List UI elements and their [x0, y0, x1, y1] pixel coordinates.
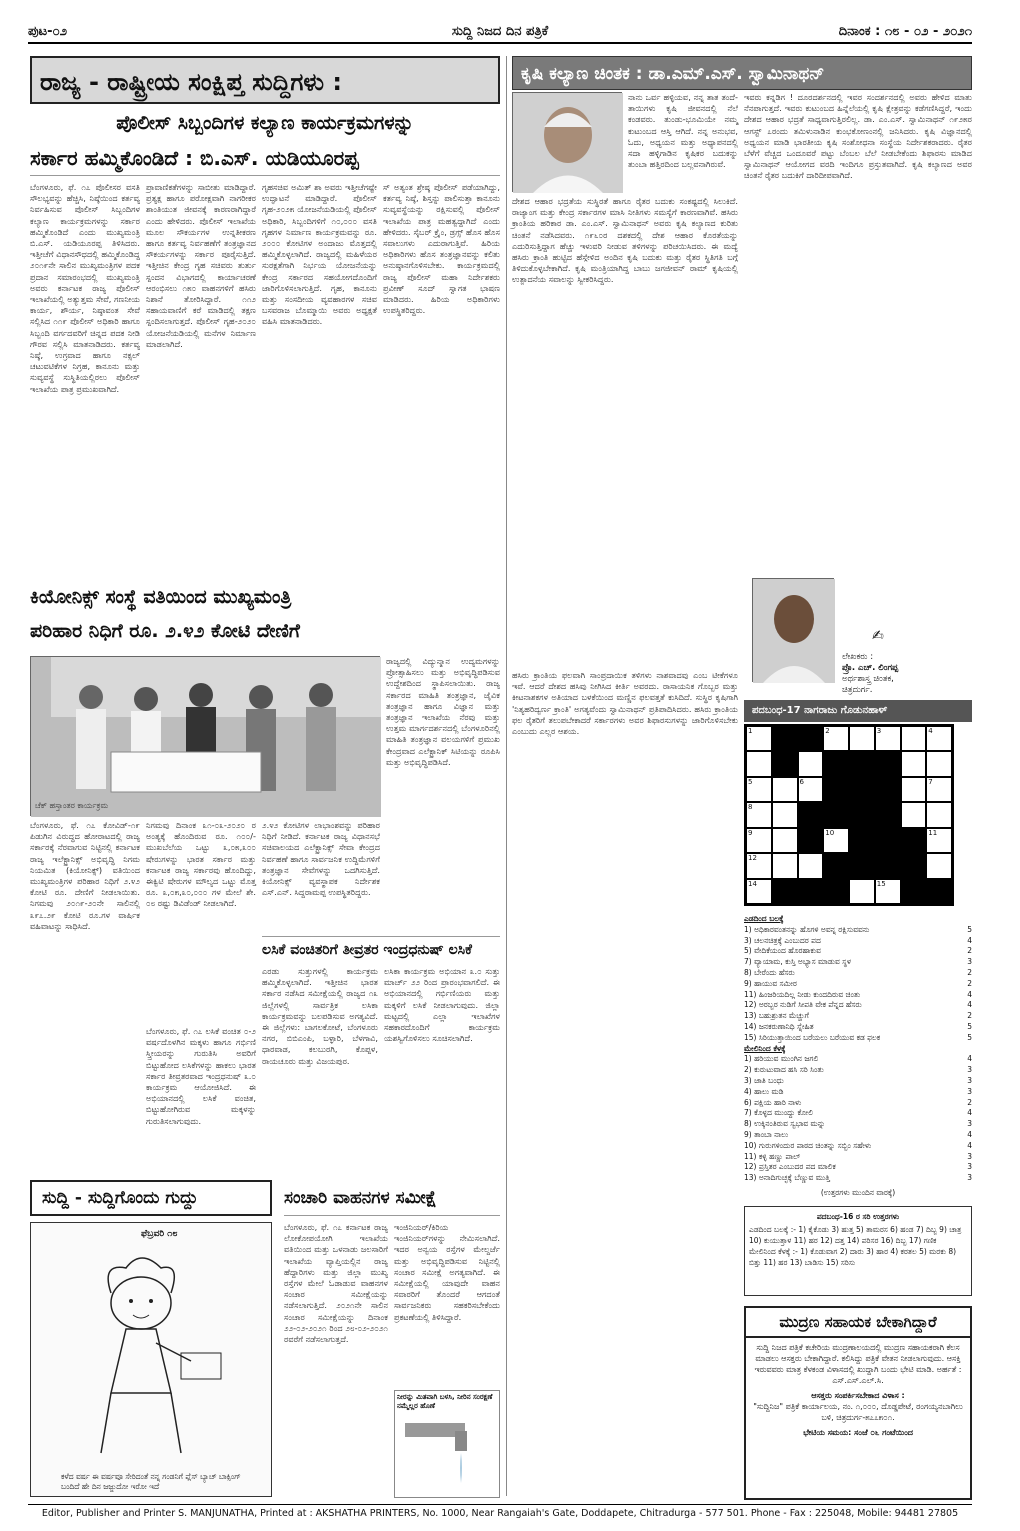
crossword-cell[interactable] — [772, 853, 798, 878]
crossword-cell[interactable] — [849, 879, 875, 904]
clue-length: 2 — [967, 967, 972, 977]
cell-number: 9 — [748, 828, 753, 837]
crossword-black-cell — [823, 802, 849, 827]
crossword-cell[interactable] — [875, 726, 901, 751]
water-ad-caption: ನೀರನ್ನು ಮಿತವಾಗಿ ಬಳಸಿ, ನೀರಿನ ಸಂರಕ್ಷಣೆ ನಮ್ಮೆಲ್ಲರ ಹೊಣೆ — [397, 1393, 493, 1410]
clue-text: 3) ಜಾತಿ ಬಂಧು — [744, 1075, 784, 1085]
author-place: ಚಿತ್ರದುರ್ಗ. — [842, 685, 873, 695]
author-photo — [752, 578, 834, 682]
across-clue — [744, 979, 972, 990]
crossword-cell[interactable] — [926, 751, 952, 776]
down-clue — [744, 1119, 972, 1130]
clue-text: 1) ಅಧಿಕಾರವಂತನನ್ನು ಹೊಗಳಿ ಅವನ್ನ ರಕ್ಷಿಸುವವನು — [744, 924, 870, 934]
crossword-black-cell — [823, 777, 849, 802]
across-clue — [744, 990, 972, 1001]
clue-length: 4 — [967, 1000, 972, 1010]
cell-number: 14 — [748, 879, 757, 888]
cartoon-date: ಫೆಬ್ರವರಿ ೧೮ — [141, 1229, 178, 1239]
issue-date: ದಿನಾಂಕ : ೧೮ - ೦೨ - ೨೦೨೧ — [838, 24, 972, 39]
across-clue — [744, 957, 972, 968]
tap-icon — [395, 1413, 501, 1493]
cell-number: 2 — [825, 727, 830, 735]
job-ad-box — [744, 1306, 972, 1500]
police-welfare-headline-2: ಸರ್ಕಾರ ಹಮ್ಮಿಕೊಂಡಿದೆ : ಬಿ.ಎಸ್. ಯಡಿಯೂರಪ್ಪ — [30, 146, 500, 176]
clue-text: 6) ಪಕ್ಷಿಯ ಹಾರಿ ನಾಳು — [744, 1097, 802, 1107]
clue-text: 11) ಹಿಂಜರಿಯದಿಲ್ಲ ನೀಡು ಕುಂದದಿರುವ ಚಿಂತು — [744, 989, 861, 999]
crossword-black-cell — [849, 802, 875, 827]
vaccine-col2: ಎರಡು ಸುತ್ತುಗಳಲ್ಲಿ ಕಾರ್ಯಕ್ರಮ ಹಮ್ಮಿಕೊಳ್ಳಲಾಗಿದೆ. ಇತ್ತೀಚಿನ ಭಾರತ ಸರ್ಕಾರ ನಡೆಸಿದ ಸಮೀಕ್ಷೆಯಲ್ಲಿ ರಾಜ್ಯದ ೧೩ ಜಿಲ್ಲೆಗಳಲ್ಲಿ ಸಾರ್ವತ್ರಿಕ ಲಸಿಕಾ ಕಾರ್ಯಕ್ರಮವನ್ನು ಬಲಪಡಿಸುವ ಅಗತ್ಯವಿದೆ. ಈ ಜಿಲ್ಲೆಗಳು: ಬಾಗಲಕೋಟೆ, ಬೆಂಗಳೂರು ನಗರ, ಬಿಬಿಎಂಪಿ, ಬಳ್ಳಾರಿ, ಬೆಳಗಾವಿ, ಧಾರವಾಡ, ಕಲಬುರಗಿ, ಕೊಪ್ಪಳ, ರಾಯಚೂರು ಮತ್ತು ವಿಜಯಪುರ. — [262, 966, 378, 1066]
crossword-cell[interactable] — [746, 726, 772, 751]
down-title: ಮೇಲಿನಿಂದ ಕೆಳಕ್ಕೆ — [744, 1043, 786, 1053]
clue-text: 7) ವ್ಯಾಯಾಮ, ಕುಸ್ತಿ ಅಭ್ಯಾಸ ಮಾಡುವ ಸ್ಥಳ — [744, 957, 851, 967]
clue-text: 9) ಹಾಯುವ ಸಮೀರ — [744, 978, 797, 988]
crossword-footnote: (ಉತ್ತರಗಳು ಮುಂದಿನ ವಾರಕ್ಕೆ) — [820, 1187, 896, 1197]
job-ad-body: ಸುದ್ದಿ ನಿಜದ ಪತ್ರಿಕೆ ಕಚೇರಿಯ ಮುದ್ರಣಾಲಯದಲ್ಲಿ ಮುದ್ರಣ ಸಹಾಯಕರಾಗಿ ಕೆಲಸ ಮಾಡಲು ಆಸಕ್ತರು ಬೇಕಾಗಿದ್ದಾರೆ. ಕಲಿಸಿದ್ದು ಪತ್ರಿಕೆ ವೇತನ ನೀಡಲಾಗುವುದು. ಆಸಕ್ತಿ ಇರುವವರು ಮಾತ್ರ ಕೆಳಕಂಡ ವಿಳಾಸದಲ್ಲಿ ಖುದ್ದಾಗಿ ಬಂದು ಭೇಟಿ ಮಾಡಿ. ಅರ್ಹತೆ : ಎಸ್.ಎಸ್.ಎಲ್.ಸಿ. — [754, 1343, 962, 1385]
section-banner-news: ರಾಜ್ಯ - ರಾಷ್ಟ್ರೀಯ ಸಂಕ್ಷಿಪ್ತ ಸುದ್ದಿಗಳು : — [30, 56, 500, 104]
traffic-col1: ಬೆಂಗಳೂರು, ಫೆ. ೧೭ ಕರ್ನಾಟಕ ರಾಜ್ಯ ಲೋಕೋಪಯೋಗಿ ಇಲಾಖೆಯ ವತಿಯಿಂದ ಮತ್ತು ಒಳನಾಡು ಜಲಸಾರಿಗೆ ಇಲಾಖೆಯ ವ್ಯಾಪ್ತಿಯಲ್ಲಿನ ರಾಜ್ಯ ಹೆದ್ದಾರಿಗಳು ಮತ್ತು ಜಿಲ್ಲಾ ಮುಖ್ಯ ರಸ್ತೆಗಳ ಮೇಲೆ ಓಡಾಡುವ ವಾಹನಗಳ ಸಂಚಾರ ಸಮೀಕ್ಷೆಯನ್ನು ನಡೆಸಲಾಗುತ್ತಿದೆ. ೨೦೨೧ನೇ ಸಾಲಿನ ಸಂಚಾರ ಸಮೀಕ್ಷೆಯನ್ನು ದಿನಾಂಕ ೨೨-೦೨-೨೦೨೧ ರಿಂದ ೨೮-೦೨-೨೦೨೧ ರವರೆಗೆ ನಡೆಸಲಾಗುತ್ತದೆ. — [284, 1222, 388, 1345]
keonics-headline-1: ಕಿಯೋನಿಕ್ಸ್ ಸಂಸ್ಥೆ ವತಿಯಿಂದ ಮುಖ್ಯಮಂತ್ರಿ — [30, 586, 292, 608]
crossword-cell[interactable] — [901, 751, 927, 776]
crossword-black-cell — [926, 879, 952, 904]
author-block — [842, 652, 972, 696]
crossword-title: ಪದಬಂಧ-17 ನಾಗರಾಜು ಗೊಡುನಹಾಳ್ — [744, 700, 972, 722]
crossword-black-cell — [772, 751, 798, 776]
across-clue — [744, 925, 972, 936]
across-clue — [744, 1022, 972, 1033]
clue-length: 4 — [967, 935, 972, 945]
down-clue — [744, 1098, 972, 1109]
clue-length: 3 — [967, 1162, 972, 1172]
down-clue — [744, 1108, 972, 1119]
clue-length: 4 — [967, 1108, 972, 1118]
clue-text: 8) ಉಕ್ಕಿನಂತಿರುವ ಸ್ವಭಾವ ಮನ್ನು — [744, 1119, 826, 1129]
clue-length: 3 — [967, 1075, 972, 1085]
crossword-black-cell — [901, 828, 927, 853]
across-clue — [744, 1011, 972, 1022]
clue-text: 3) ಚಲನಚಿತ್ರಕ್ಕೆ ಎಂಬುದರ ಪದ — [744, 935, 821, 945]
across-clue — [744, 1033, 972, 1044]
crossword-black-cell — [849, 777, 875, 802]
traffic-survey-headline: ಸಂಚಾರಿ ವಾಹನಗಳ ಸಮೀಕ್ಷೆ — [284, 1180, 500, 1216]
clue-text: 12) ಪ್ರಸ್ತಿತರ ಎಂಬುದರ ಪದ ಮಾಲಿಕ — [744, 1162, 836, 1172]
section-banner-feature: ಕೃಷಿ ಕಲ್ಯಾಣ ಚಿಂತಕ : ಡಾ.ಎಮ್.ಎಸ್. ಸ್ವಾಮಿನಾಥನ್ — [512, 56, 972, 90]
down-clue — [744, 1065, 972, 1076]
clue-text: 14) ಜನಕರುಣಾನಿಧಿ ಸ್ನೇಹಿತ — [744, 1021, 814, 1031]
clue-length: 4 — [967, 1140, 972, 1150]
down-clue — [744, 1162, 972, 1173]
clue-length: 3 — [967, 1173, 972, 1183]
pen-icon: ✍ — [872, 628, 884, 644]
keonics-col1: ಬೆಂಗಳೂರು, ಫೆ. ೧೭ ಕೋವಿಡ್-೧೯ ಪಿಡುಗಿನ ವಿರುದ್ಧದ ಹೋರಾಟದಲ್ಲಿ ರಾಜ್ಯ ಸರ್ಕಾರಕ್ಕೆ ನೆರವಾಗುವ ನಿಟ್ಟಿನಲ್ಲಿ ಕರ್ನಾಟಕ ರಾಜ್ಯ ಇಲೆಕ್ಟ್ರಾನಿಕ್ಸ್ ಅಭಿವೃದ್ಧಿ ನಿಗಮ ನಿಯಮಿತ (ಕಿಯೋನಿಕ್ಸ್) ವತಿಯಿಂದ ಮುಖ್ಯಮಂತ್ರಿಗಳ ಪರಿಹಾರ ನಿಧಿಗೆ ೨.೪೨ ಕೋಟಿ ರೂ. ದೇಣಿಗೆ ನೀಡಲಾಯಿತು. ನಿಗಮವು ೨೦೧೯-೨೦ನೇ ಸಾಲಿನಲ್ಲಿ ೩೯೭.೨೯ ಕೋಟಿ ರೂ.ಗಳ ವಾರ್ಷಿಕ ವಹಿವಾಟನ್ನು ಸಾಧಿಸಿದೆ. — [30, 820, 140, 931]
cell-number: 15 — [876, 879, 886, 888]
answers-across: ಎಡದಿಂದ ಬಲಕ್ಕೆ :- 1) ಕೈಕೊಡು 3) ಹುತ್ತ 5) ತಾಮರಸ 6) ಹಂಡ 7) ದಿಬ್ಬ 9) ಚಾತ್ರ 10) ಕುಯುತ್ತಾಳ 11) ಹರ 12) ದತ್ತ 14) ಪರಿಸರ 16) ದಿಬ್ಬ 17) ಗಣಿಕ — [749, 1225, 962, 1245]
vaccine-col3: ಲಸಿಕಾ ಕಾರ್ಯಕ್ರಮ ಅಭಿಯಾನ ೩.೦ ಸುತ್ತು ಮಾರ್ಚ್ ೨೨ ರಿಂದ ಪ್ರಾರಂಭವಾಗಲಿದೆ. ಈ ಅಭಿಯಾನದಲ್ಲಿ ಗರ್ಭಿಣಿಯರು ಮತ್ತು ಮಕ್ಕಳಿಗೆ ಲಸಿಕೆ ನೀಡಲಾಗುವುದು. ಜಿಲ್ಲಾ ಮಟ್ಟದಲ್ಲಿ ಎಲ್ಲಾ ಇಲಾಖೆಗಳ ಸಹಕಾರದೊಂದಿಗೆ ಕಾರ್ಯಕ್ರಮ ಯಶಸ್ವಿಗೊಳಿಸಲು ಸೂಚಿಸಲಾಗಿದೆ. — [384, 966, 500, 1044]
crossword-cell[interactable] — [823, 828, 849, 853]
crossword-cell[interactable] — [926, 853, 952, 878]
crossword-black-cell — [875, 853, 901, 878]
author-name: ಪ್ರೊ. ಎಚ್. ಲಿಂಗಪ್ಪ — [842, 663, 899, 673]
clue-text: 5) ವೇದಿಕೆಯಂದ ಹೊರಹಾಕುವ — [744, 946, 821, 956]
crossword-cell[interactable] — [926, 802, 952, 827]
clue-length: 3 — [967, 1086, 972, 1096]
keonics-right-col: ರಾಜ್ಯದಲ್ಲಿ ವಿದ್ಯುನ್ಮಾನ ಉದ್ಯಮಗಳನ್ನು ಪ್ರೋತ್ಸಾಹಿಸಲು ಮತ್ತು ಅಭಿವೃದ್ಧಿಪಡಿಸುವ ಉದ್ದೇಶದಿಂದ ಸ್ಥಾಪಿಸಲಾಯಿತು. ರಾಜ್ಯ ಸರ್ಕಾರದ ಮಾಹಿತಿ ತಂತ್ರಜ್ಞಾನ, ಜೈವಿಕ ತಂತ್ರಜ್ಞಾನ ಹಾಗೂ ವಿಜ್ಞಾನ ಮತ್ತು ತಂತ್ರಜ್ಞಾನ ಇಲಾಖೆಯ ನೆರವು ಮತ್ತು ಉತ್ತಮ ಮಾರ್ಗದರ್ಶನದಲ್ಲಿ ಬೆಂಗಳೂರಿನಲ್ಲಿ ಮಾಹಿತಿ ತಂತ್ರಜ್ಞಾನ ವಲಯಗಳಿಗೆ ಪ್ರಮುಖ ಕೇಂದ್ರವಾದ ಎಲೆಕ್ಟ್ರಾನಿಕ್ ಸಿಟಿಯನ್ನು ರೂಪಿಸಿ ಮತ್ತು ಅಭಿವೃದ್ಧಿಪಡಿಸಿದೆ. — [386, 656, 500, 767]
crossword-grid[interactable] — [744, 724, 954, 906]
crossword-black-cell — [772, 879, 798, 904]
imprint-footer: Editor, Publisher and Printer S. MANJUNATHA, Printed at : AKSHATHA PRINTERS, No. 1000, Near Rangaiah's Gate, Doddapete, Chitradurga - 577 501. Phone - Fax : 225048, Mobile: 94481 27805 — [28, 1504, 972, 1522]
crossword-black-cell — [875, 777, 901, 802]
clue-length: 3 — [967, 1065, 972, 1075]
answers-down: ಮೇಲಿನಿಂದ ಕೆಳಕ್ಕೆ :- 1) ಕೊಡುವಾಗ 2) ದಾರು 3) ಹಾರ 4) ಕರತಲ 5) ಮರಕು 8) ಬಿತ್ತು 11) ಹರ 13) ಬಾಡಿಸು 15) ಸರಿಸು — [749, 1247, 957, 1267]
crossword-black-cell — [849, 751, 875, 776]
cell-number: 10 — [825, 828, 835, 837]
down-clue — [744, 1087, 972, 1098]
across-clue — [744, 968, 972, 979]
crossword-cell[interactable] — [746, 828, 772, 853]
answers-title: ಪದಬಂಧ-16 ರ ಸರಿ ಉತ್ತರಗಳು — [816, 1212, 900, 1221]
crossword-cell[interactable] — [926, 726, 952, 751]
page-header — [28, 24, 972, 44]
crossword-black-cell — [901, 879, 927, 904]
crossword-black-cell — [823, 751, 849, 776]
cell-number: 4 — [928, 727, 933, 735]
cell-number: 1 — [748, 727, 753, 735]
clue-length: 5 — [967, 1021, 972, 1031]
clue-length: 2 — [967, 1097, 972, 1107]
page-number: ಪುಟ-೦೨ — [28, 24, 68, 39]
crossword-cell[interactable] — [901, 802, 927, 827]
down-clue — [744, 1141, 972, 1152]
cartoon-caption: ಕಳೆದ ವರ್ಷ ಈ ವರ್ಷವೂ ಸೇರಿದಂತೆ ನನ್ನ ಗಂಡನಿಗೆ ಪ್ಲೆಸ್ ಬ್ಯಾಚ್ ಬಾಕ್ಸಿಂಗ್ ಬಂದಿದೆ ಹೇ ದಿನ ಜಜ್ಜುದೋ ಇರೋ ಇದೆ — [61, 1472, 241, 1491]
crossword-cell[interactable] — [746, 879, 772, 904]
feature-intro: ನಾನು ಒರ್ವ ಹಳ್ಳಿಯವ, ನನ್ನ ತಾತ ತಂದೆ-ತಾಯಿಗಳು ಕೃಷಿ ಜೀವನದಲ್ಲಿ ನೆಲೆ ಕಂಡವರು. ತುಂಡು-ಭೂಮಿಯೇ ನಮ್ಮ ಕುಟುಂಬದ ಆಸ್ತಿ ಆಗಿದೆ. ನನ್ನ ಅನುಭವ, ಓದು, ಅಧ್ಯಯನ ಮತ್ತು ಅಧ್ಯಾಪನದಲ್ಲಿ ಸದಾ ಹಳ್ಳಿಗಾಡಿನ ಕೃಷಿಕರ ಬದುಕನ್ನು ತುಂಬಾ ಹತ್ತಿರದಿಂದ ಬಲ್ಲವನಾಗಿರುವೆ. — [628, 92, 738, 170]
across-clue — [744, 1000, 972, 1011]
clue-text: 2) ಕುರುಟುವಾದ ಹಸಿ ಸರಿ ಸಿಂತು — [744, 1065, 824, 1075]
cartoon-panel — [30, 1222, 272, 1497]
down-clue — [744, 1130, 972, 1141]
cell-number: 5 — [748, 777, 753, 786]
cartoon-drawing — [31, 1243, 271, 1473]
job-ad-title: ಮುದ್ರಣ ಸಹಾಯಕ ಬೇಕಾಗಿದ್ದಾರೆ — [746, 1308, 970, 1338]
crossword-black-cell — [823, 879, 849, 904]
crossword-cell[interactable] — [901, 777, 927, 802]
crossword-black-cell — [798, 828, 824, 853]
crossword-cell[interactable] — [926, 777, 952, 802]
keonics-headline-2: ಪರಿಹಾರ ನಿಧಿಗೆ ರೂ. ೨.೪೨ ಕೋಟಿ ದೇಣಿಗೆ — [30, 620, 300, 642]
police-article-col3: ಗೃಹಸಚಿವ ಅಮಿತ್ ಶಾ ಅವರು ಇತ್ತೀಚೆಗಷ್ಟೇ ಉದ್ಘಾಟನೆ ಮಾಡಿದ್ದಾರೆ. ಪೊಲೀಸ್ ಗೃಹ-೨೦೨೫ ಯೋಜನೆಯಡಿಯಲ್ಲಿ ಪೊಲೀಸ್ ಅಧಿಕಾರಿ, ಸಿಬ್ಬಂದಿಗಳಿಗೆ ೧೦,೦೦೦ ವಸತಿ ಗೃಹಗಳ ನಿರ್ಮಾಣ ಕಾರ್ಯಕ್ರಮವನ್ನು ರೂ. ೨೦೦೦ ಕೋಟಿಗಳ ಅಂದಾಜು ಮೊತ್ತದಲ್ಲಿ ಹಮ್ಮಿಕೊಳ್ಳಲಾಗಿದೆ. ರಾಜ್ಯದಲ್ಲಿ ಮಹಿಳೆಯರ ಸುರಕ್ಷತೆಗಾಗಿ ನಿರ್ಭಯ ಯೋಜನೆಯನ್ನು ಕೇಂದ್ರ ಸರ್ಕಾರದ ಸಹಯೋಗದೊಂದಿಗೆ ಜಾರಿಗೊಳಿಸಲಾಗುತ್ತಿದೆ. ಗೃಹ, ಕಾನೂನು ಮತ್ತು ಸಂಸದೀಯ ವ್ಯವಹಾರಗಳ ಸಚಿವ ಬಸವರಾಜ ಬೊಮ್ಮಾಯಿ ಅವರು ಅಧ್ಯಕ್ಷತೆ ವಹಿಸಿ ಮಾತನಾಡಿದರು. — [262, 182, 377, 327]
crossword-black-cell — [875, 828, 901, 853]
portrait-illustration — [513, 93, 623, 193]
author-role: ಅರ್ಥಶಾಸ್ತ್ರ ಚಿಂತಕ, — [842, 674, 894, 684]
crossword-cell[interactable] — [849, 726, 875, 751]
cell-number: 6 — [799, 777, 804, 786]
vaccine-headline: ಲಸಿಕೆ ವಂಚಿತರಿಗೆ ತೀವ್ರತರ ಇಂದ್ರಧನುಷ್ ಲಸಿಕೆ — [262, 936, 500, 962]
crossword-cell[interactable] — [798, 853, 824, 878]
photo-label: ಚೆಕ್ ಹಸ್ತಾಂತರ ಕಾರ್ಯಕ್ರಮ — [35, 801, 109, 810]
clue-text: 15) ಸಿರಿಯುತ್ತಾಯಿಂದ ಬರೆಯಲು ಬರೆಯುವ ಕಡ ಫಲಕ — [744, 1032, 881, 1042]
crossword-cell[interactable] — [798, 751, 824, 776]
cell-number: 11 — [928, 828, 938, 837]
cell-number: 8 — [748, 803, 753, 812]
crossword-cell[interactable] — [746, 777, 772, 802]
crossword-cell[interactable] — [746, 751, 772, 776]
clue-text: 1) ಹರಿಯುವ ಮುಂಗಿನ ಜಗಲಿ — [744, 1054, 819, 1064]
clue-text: 9) ತಾಂಬಾ ನಾಲು — [744, 1129, 789, 1139]
crossword-black-cell — [798, 802, 824, 827]
crossword-black-cell — [849, 828, 875, 853]
job-ad-address: "ಸುದ್ದಿನಿಜ" ಪತ್ರಿಕೆ ಕಾರ್ಯಾಲಯ, ನಂ. ೧,೦೦೦, ದೊಡ್ಡಪೇಟೆ, ರಂಗಯ್ಯನಬಾಗಿಲು ಬಳಿ, ಚಿತ್ರದುರ್ಗ-೫೭೭೫೦೧. — [753, 1402, 963, 1422]
down-clue — [744, 1152, 972, 1163]
clue-length: 3 — [967, 957, 972, 967]
crossword-black-cell — [875, 751, 901, 776]
feature-col2: ಇವರು ಕನ್ನಡಿಗ ! ದೂರದರ್ಶನದಲ್ಲಿ ಇವರ ಸಂದರ್ಶನದಲ್ಲಿ ಅವರು ಹೇಳಿದ ಮಾತು ನೆನಪಾಗುತ್ತದೆ. ಇವರು ಕುಟುಂಬದ ಹಿನ್ನೆಲೆಯಲ್ಲಿ ಕೃಷಿ ಕ್ಷೇತ್ರವನ್ನು ಕಡೆಗಣಿಸಿದ್ದರೆ, ಇಂದು ದೇಶದ ಆಹಾರ ಭದ್ರತೆ ಸಾಧ್ಯವಾಗುತ್ತಿರಲಿಲ್ಲ. ಡಾ. ಎಂ.ಎಸ್. ಸ್ವಾಮಿನಾಥನ್ ೧೯೨೫ರ ಆಗಸ್ಟ್ ೭ರಂದು ತಮಿಳುನಾಡಿನ ಕುಂಭಕೋಣಂನಲ್ಲಿ ಜನಿಸಿದರು. ಕೃಷಿ ವಿಜ್ಞಾನದಲ್ಲಿ ಅಧ್ಯಯನ ಮಾಡಿ ಭಾರತೀಯ ಕೃಷಿ ಸಂಶೋಧನಾ ಸಂಸ್ಥೆಯ ನಿರ್ದೇಶಕರಾದರು. ರೈತರ ಬೆಳೆಗೆ ವೆಚ್ಚದ ಒಂದೂವರೆ ಪಟ್ಟು ಬೆಂಬಲ ಬೆಲೆ ನೀಡಬೇಕೆಂದು ಶಿಫಾರಸು ಮಾಡಿದ ಸ್ವಾಮಿನಾಥನ್ ಆಯೋಗದ ವರದಿ ಇಂದಿಗೂ ಪ್ರಸ್ತುತವಾಗಿದೆ. ಕೃಷಿ ಕಲ್ಯಾಣದ ಅವರ ಚಿಂತನೆ ರೈತರ ಬದುಕಿಗೆ ದಾರಿದೀಪವಾಗಿದೆ. — [744, 92, 972, 181]
crossword-cell[interactable] — [772, 828, 798, 853]
clue-text: 7) ಕೊಳ್ಳದ ಮುಂದ್ದು ಕೋಲಿ — [744, 1108, 813, 1118]
job-ad-timing: ಭೇಟಿಯ ಸಮಯ: ಸಂಜೆ ೦೬ ಗಂಟೆಯಿಂದ — [803, 1428, 913, 1437]
feature-col1: ದೇಶದ ಆಹಾರ ಭದ್ರತೆಯ ಸುಸ್ಥಿರತೆ ಹಾಗೂ ರೈತರ ಬದುಕು ಸಂಕಷ್ಟದಲ್ಲಿ ಸಿಲುಕಿದೆ. ರಾಜ್ಯಾಂಗ ಮತ್ತು ಕೇಂದ್ರ ಸರ್ಕಾರಗಳ ಮಾಸಿ ನೀತಿಗಳು ಸಮಸ್ಯೆಗೆ ಕಾರಣವಾಗಿವೆ. ಹಸಿರು ಕ್ರಾಂತಿಯ ಹರಿಕಾರ ಡಾ. ಎಂ.ಎಸ್. ಸ್ವಾಮಿನಾಥನ್ ಅವರು ಕೃಷಿ ಕಲ್ಯಾಣದ ಕುರಿತು ಚಿಂತನೆ ನಡೆಸಿದವರು. ೧೯೬೦ರ ದಶಕದಲ್ಲಿ ದೇಶ ಆಹಾರ ಕೊರತೆಯನ್ನು ಎದುರಿಸುತ್ತಿದ್ದಾಗ ಹೆಚ್ಚು ಇಳುವರಿ ನೀಡುವ ತಳಿಗಳನ್ನು ಪರಿಚಯಿಸಿದರು. ಈ ಮದ್ಯೆ ಹಸಿರು ಕ್ರಾಂತಿ ಹುಟ್ಟಿದ ಹೆಸ್ಗೇಳಿದ ಅಂದಿನ ಕೃಷಿ ಬದುಕು ಮತ್ತು ರೈತರ ಸ್ಥಿತಿಗತಿ ಬಗ್ಗೆ ತಿಳಿದುಕೊಳ್ಳಬೇಕಾಗಿದೆ. ಕೃಷಿ ಮಂತ್ರಿಯಾಗಿದ್ದ ಬಾಬು ಜಗಜೀವನ್ ರಾಮ್ ಕೃಷಿಯಲ್ಲಿ ಉತ್ಪಾದನೆಯ ಸವಾಲನ್ನು ಸ್ವೀಕರಿಸಿದ್ದರು. — [512, 196, 738, 285]
clue-text: 13) ಅನಾದಿಗುಚ್ಛಕ್ಕೆ ಬೆಣ್ಣುವ ಮುತ್ತಿ — [744, 1173, 830, 1183]
police-article-col4: ಸ್ ಅತ್ಯಂತ ಶ್ರೇಷ್ಠ ಪೊಲೀಸ್ ಪಡೆಯಾಗಿದ್ದು, ಕರ್ತವ್ಯ ನಿಷ್ಠೆ, ಶಿಸ್ತನ್ನು ಪಾಲಿಸುತ್ತಾ ಕಾನೂನು ಸುವ್ಯವಸ್ಥೆಯನ್ನು ರಕ್ಷಿಸುವಲ್ಲಿ ಪೊಲೀಸ್ ಇಲಾಖೆಯ ಪಾತ್ರ ಮಹತ್ವದ್ದಾಗಿದೆ ಎಂದು ಹೇಳಿದರು. ಸೈಬರ್ ಕ್ರೈಂ, ಡ್ರಗ್ಸ್ ಹೊಸ ಹೊಸ ಸವಾಲುಗಳು ಎದುರಾಗುತ್ತಿವೆ. ಹಿರಿಯ ಅಧಿಕಾರಿಗಳು ಹೊಸ ತಂತ್ರಜ್ಞಾನವನ್ನು ಕಲಿತು ಅನುಷ್ಠಾನಗೊಳಿಸಬೇಕು. ಕಾರ್ಯಕ್ರಮದಲ್ಲಿ ರಾಜ್ಯ ಪೊಲೀಸ್ ಮಹಾ ನಿರ್ದೇಶಕರು ಪ್ರವೀಣ್ ಸೂದ್ ಸ್ವಾಗತ ಭಾಷಣ ಮಾಡಿದರು. ಹಿರಿಯ ಅಧಿಕಾರಿಗಳು ಉಪಸ್ಥಿತರಿದ್ದರು. — [383, 182, 500, 316]
clue-length: 3 — [967, 1119, 972, 1129]
cartoon-section-title: ಸುದ್ದಿ - ಸುದ್ದಿಗೊಂದು ಗುದ್ದು — [30, 1180, 272, 1216]
clue-text: 13) ಬಹುಶ್ರುತನ ಮೆಚ್ಚುಗೆ — [744, 1011, 809, 1021]
clue-text: 11) ಕಳ್ಳಿ ಹಣ್ಣು ಪಾಲ್ — [744, 1151, 801, 1161]
clue-length: 4 — [967, 1054, 972, 1064]
clue-text: 10) ಗುರುಗಳಿಂದುರ ಪಾಠದ ಚಿಂತನ್ನು ಸಬ್ಬಿಂ ಸಹೇಳು — [744, 1140, 872, 1150]
crossword-cell[interactable] — [798, 777, 824, 802]
water-conservation-ad — [394, 1390, 500, 1498]
previous-answers-box — [744, 1206, 972, 1296]
crossword-cell[interactable] — [901, 726, 927, 751]
down-clue — [744, 1173, 972, 1184]
keonics-col3: ೨.೪೨ ಕೋಟಿಗಳ ಲಾಭಾಂಶವನ್ನು ಪರಿಹಾರ ನಿಧಿಗೆ ನೀಡಿದೆ. ಕರ್ನಾಟಕ ರಾಜ್ಯ ವಿಧಾನಸಭೆ ಸಚಿವಾಲಯದ ಎಲೆಕ್ಟ್ರಾನಿಕ್ಸ್ ಸೇವಾ ಕೇಂದ್ರದ ನಿರ್ವಹಣೆ ಹಾಗೂ ಸಾರ್ವಜನಿಕ ಉದ್ದಿಮೆಗಳಿಗೆ ತಂತ್ರಜ್ಞಾನ ಸೇವೆಗಳನ್ನು ಒದಗಿಸುತ್ತಿದೆ. ಕಿಯೋನಿಕ್ಸ್ ವ್ಯವಸ್ಥಾಪಕ ನಿರ್ದೇಶಕ ಎಸ್.ಎನ್. ಸಿದ್ದರಾಮಪ್ಪ ಉಪಸ್ಥಿತರಿದ್ದರು. — [262, 820, 380, 898]
crossword-cell[interactable] — [746, 802, 772, 827]
clue-length: 4 — [967, 989, 972, 999]
keonics-col2: ನಿಗಮವು ದಿನಾಂಕ ೩೧-೦೩-೨೦೨೦ ರ ಅಂತ್ಯಕ್ಕೆ ಹೊಂದಿರುವ ರೂ. ೧೦೦/- ಮುಖಬೆಲೆಯ ಒಟ್ಟು ೩,೦೫,೩೦೦ ಷೇರುಗಳನ್ನು ಭಾರತ ಸರ್ಕಾರ ಮತ್ತು ಕರ್ನಾಟಕ ರಾಜ್ಯ ಸರ್ಕಾರವು ಹೊಂದಿದ್ದು, ಈಕ್ವಿಟಿ ಷೇರುಗಳ ಮೌಲ್ಯದ ಒಟ್ಟು ಮೊತ್ತ ರೂ. ೩,೦೫,೩೦,೦೦೦ ಗಳ ಮೇಲೆ ಶೇ. ೦೮ ರಷ್ಟು ಡಿವಿಡೆಂಡ್ ನೀಡಲಾಗಿದೆ. — [146, 820, 256, 909]
clue-length: 3 — [967, 1151, 972, 1161]
police-welfare-headline-1: ಪೊಲೀಸ್ ಸಿಬ್ಬಂದಿಗಳ ಕಲ್ಯಾಣ ಕಾರ್ಯಕ್ರಮಗಳನ್ನು — [116, 112, 414, 134]
traffic-col2: ಇಂಜಿನಿಯರ್/ಕಿರಿಯ ಇಂಜಿನಿಯರ್‌ಗಳನ್ನು ನೇಮಿಸಲಾಗಿದೆ. ಇದರ ಅನ್ವಯ ರಸ್ತೆಗಳ ಮೇಲ್ದರ್ಜೆ ಮತ್ತು ಅಭಿವೃದ್ಧಿಪಡಿಸುವ ನಿಟ್ಟಿನಲ್ಲಿ ಸಂಚಾರ ಸಮೀಕ್ಷೆ ಅಗತ್ಯವಾಗಿದೆ. ಈ ಸಮೀಕ್ಷೆಯಲ್ಲಿ ಯಾವುದೇ ವಾಹನ ಸವಾರರಿಗೆ ತೊಂದರೆ ಆಗದಂತೆ ಸಾರ್ವಜನಿಕರು ಸಹಕರಿಸಬೇಕೆಂದು ಪ್ರಕಟಣೆಯಲ್ಲಿ ತಿಳಿಸಿದ್ದಾರೆ. — [394, 1222, 500, 1322]
across-clue — [744, 936, 972, 947]
newspaper-name: ಸುದ್ದಿ ನಿಜದ ದಿನ ಪತ್ರಿಕೆ — [451, 24, 549, 39]
crossword-black-cell — [901, 853, 927, 878]
crossword-cell[interactable] — [772, 777, 798, 802]
feature-bottom: ಹಸಿರು ಕ್ರಾಂತಿಯ ಫಲವಾಗಿ ಸಾಂಪ್ರದಾಯಿಕ ತಳಿಗಳು ನಾಶವಾದವು ಎಂಬ ಟೀಕೆಗಳೂ ಇವೆ. ಆದರೆ ದೇಶದ ಹಸಿವು ನೀಗಿಸಿದ ಕೀರ್ತಿ ಅವರದು. ರಾಸಾಯನಿಕ ಗೊಬ್ಬರ ಮತ್ತು ಕೀಟನಾಶಕಗಳ ಅತಿಯಾದ ಬಳಕೆಯಿಂದ ಮಣ್ಣಿನ ಫಲವತ್ತತೆ ಕುಸಿದಿದೆ. ಸುಸ್ಥಿರ ಕೃಷಿಗಾಗಿ 'ನಿತ್ಯಹರಿದ್ವರ್ಣ ಕ್ರಾಂತಿ' ಅಗತ್ಯವೆಂದು ಸ್ವಾಮಿನಾಥನ್ ಪ್ರತಿಪಾದಿಸಿದರು. ಹಸಿರು ಕ್ರಾಂತಿಯ ಫಲ ರೈತರಿಗೆ ತಲುಪಬೇಕಾದರೆ ಸರ್ಕಾರಗಳು ಅವರ ಶಿಫಾರಸುಗಳನ್ನು ಜಾರಿಗೊಳಿಸಬೇಕು ಎಂಬುದು ಎಲ್ಲರ ಆಶಯ. — [512, 670, 738, 737]
cell-number: 7 — [928, 777, 933, 786]
police-article-col2: ಪ್ರಾವಾಣಿಕತೆಗಳನ್ನು ಸಾಬೀತು ಮಾಡಿದ್ದಾರೆ. ಪ್ರತ್ಯಕ್ಷ ಹಾಗೂ ಪರೋಕ್ಷವಾಗಿ ನಾಗರೀಕರ ಶಾಂತಿಯುತ ಜೀವನಕ್ಕೆ ಕಾರಣರಾಗಿದ್ದಾರೆ ಎಂದು ಹೇಳಿದರು. ಪೊಲೀಸ್ ಇಲಾಖೆಯ ಮೂಲ ಸೌಕರ್ಯಗಳ ಉನ್ನತೀಕರಣ ಹಾಗೂ ಕರ್ತವ್ಯ ನಿರ್ವಹಣೆಗೆ ತಂತ್ರಜ್ಞಾನದ ಸೌಕರ್ಯಗಳನ್ನು ಸರ್ಕಾರ ಪೂರೈಸುತ್ತಿದೆ. ಇತ್ತೀಚಿನ ಕೇಂದ್ರ ಗೃಹ ಸಚಿವರು ತುರ್ತು ಸ್ಪಂದನ ವಿಭಾಗದಲ್ಲಿ ಕಾರ್ಯಾಚರಣೆ ಆರಂಭಿಸಲು ೧೫೦ ವಾಹನಗಳಿಗೆ ಹಸಿರು ನಿಶಾನೆ ತೋರಿಸಿದ್ದಾರೆ. ೧೧೨ ಸಹಾಯವಾಣಿಗೆ ಕರೆ ಮಾಡಿದಲ್ಲಿ ತಕ್ಷಣ ಸ್ಪಂದಿಸಲಾಗುತ್ತದೆ. ಪೊಲೀಸ್ ಗೃಹ-೨೦೨೦ ಯೋಜನೆಯಡಿಯಲ್ಲಿ ಮನೆಗಳ ನಿರ್ಮಾಣ ಮಾಡಲಾಗಿದೆ. — [146, 182, 256, 349]
clue-length: 2 — [967, 1011, 972, 1021]
crossword-cell[interactable] — [823, 726, 849, 751]
crossword-black-cell — [823, 853, 849, 878]
police-article-col1: ಬೆಂಗಳೂರು, ಫೆ. ೧೭ ಪೊಲೀಸರ ವಸತಿ ಸೌಲಭ್ಯವನ್ನು ಹೆಚ್ಚಿಸಿ, ನಿಷ್ಠೆಯಿಂದ ಕರ್ತವ್ಯ ನಿರ್ವಹಿಸುವ ಪೊಲೀಸ್ ಸಿಬ್ಬಂದಿಗಳ ಕಲ್ಯಾಣ ಕಾರ್ಯಕ್ರಮಗಳನ್ನು ಸರ್ಕಾರ ಹಮ್ಮಿಕೊಂಡಿದೆ ಎಂದು ಮುಖ್ಯಮಂತ್ರಿ ಬಿ.ಎಸ್. ಯಡಿಯೂರಪ್ಪ ತಿಳಿಸಿದರು. ಇತ್ತೀಚೆಗೆ ವಿಧಾನಸೌಧದಲ್ಲಿ ಹಮ್ಮಿಕೊಂಡಿದ್ದ ೨೦೧೯ನೇ ಸಾಲಿನ ಮುಖ್ಯಮಂತ್ರಿಗಳ ಪದಕ ಪ್ರದಾನ ಸಮಾರಂಭದಲ್ಲಿ ಮುಖ್ಯಮಂತ್ರಿ ಅವರು ಕರ್ನಾಟಕ ರಾಜ್ಯ ಪೊಲೀಸ್ ಇಲಾಖೆಯಲ್ಲಿ ಅತ್ಯುತ್ತಮ ಸೇವೆ, ಗಣನೀಯ ಕಾರ್ಯ, ಶೌರ್ಯ, ನಿಷ್ಠಾವಂತ ಸೇವೆ ಸಲ್ಲಿಸಿದ ೧೧೯ ಪೊಲೀಸ್ ಅಧಿಕಾರಿ ಹಾಗೂ ಸಿಬ್ಬಂದಿ ವರ್ಗದವರಿಗೆ ಚಿನ್ನದ ಪದಕ ನೀಡಿ ಗೌರವ ಸಲ್ಲಿಸಿ ಮಾತನಾಡಿದರು. ಕರ್ತವ್ಯ ನಿಷ್ಠೆ, ಉಗ್ರವಾದ ಹಾಗೂ ನಕ್ಸಲ್ ಚಟುವಟಿಕೆಗಳ ನಿಗ್ರಹ, ಕಾನೂನು ಮತ್ತು ಸುವ್ಯವಸ್ಥೆ ಸುಸ್ಥಿತಿಯಲ್ಲಿರಲು ಪೊಲೀಸ್ ಇಲಾಖೆಯ ಪಾತ್ರ ಪ್ರಮುಖವಾಗಿದೆ. — [30, 182, 140, 394]
column-divider — [506, 56, 507, 1496]
crossword-black-cell — [875, 802, 901, 827]
crossword-cell[interactable] — [926, 828, 952, 853]
crossword-clues — [744, 914, 972, 1197]
crossword-black-cell — [798, 879, 824, 904]
clue-length: 2 — [967, 946, 972, 956]
clue-length: 5 — [967, 924, 972, 934]
crossword-black-cell — [849, 853, 875, 878]
crossword-cell[interactable] — [746, 853, 772, 878]
author-portrait — [753, 579, 835, 683]
author-label: ಲೇಖಕರು : — [842, 652, 874, 662]
vaccine-col1: ಬೆಂಗಳೂರು, ಫೆ. ೧೭ ಲಸಿಕೆ ವಂಚಿತ ೦-೨ ವರ್ಷದೊಳಗಿನ ಮಕ್ಕಳು ಹಾಗೂ ಗರ್ಭಿಣಿ ಸ್ತ್ರೀಯರನ್ನು ಗುರುತಿಸಿ ಅವರಿಗೆ ಬಿಟ್ಟುಹೋದ ಲಸಿಕೆಗಳನ್ನು ಹಾಕಲು ಭಾರತ ಸರ್ಕಾರ ತೀವ್ರತರವಾದ ಇಂದ್ರಧನುಷ್ ೩.೦ ಕಾರ್ಯಕ್ರಮ ಆಯೋಜಿಸಿದೆ. ಈ ಅಭಿಯಾನದಲ್ಲಿ ಲಸಿಕೆ ವಂಚಿತ, ಬಿಟ್ಟುಹೋಗಿರುವ ಮಕ್ಕಳನ್ನು ಗುರುತಿಸಲಾಗುವುದು. — [146, 1026, 256, 1126]
photo-illustration — [31, 657, 381, 817]
clue-length: 4 — [967, 1129, 972, 1139]
across-clue-list — [744, 925, 972, 1044]
cell-number: 12 — [748, 854, 757, 863]
swaminathan-photo — [512, 92, 622, 192]
job-ad-address-title: ಆಸಕ್ತರು ಸಂಪರ್ಕಿಸಬೇಕಾದ ವಿಳಾಸ : — [811, 1391, 905, 1400]
down-clue — [744, 1054, 972, 1065]
clue-text: 12) ಅರಬ್ಬರ ನುಡಿಗೆ ಸೀಪತಿ ವೇಕ ಪೆನ್ನದ ಹೆಸರು — [744, 1000, 862, 1010]
cheque-handover-photo — [30, 656, 380, 816]
down-clue-list — [744, 1054, 972, 1184]
cell-number: 3 — [876, 727, 882, 735]
across-title: ಎಡದಿಂದ ಬಲಕ್ಕೆ — [744, 914, 784, 923]
crossword-cell[interactable] — [875, 879, 901, 904]
clue-length: 5 — [967, 1032, 972, 1042]
clue-text: 4) ಹಾಲು ಮಡಿ — [744, 1086, 784, 1096]
clue-text: 8) ಬೇರೆಂದು ಹೆಸರು — [744, 967, 795, 977]
crossword-black-cell — [772, 726, 798, 751]
crossword-black-cell — [798, 726, 824, 751]
clue-length: 2 — [967, 978, 972, 988]
down-clue — [744, 1076, 972, 1087]
across-clue — [744, 946, 972, 957]
crossword-cell[interactable] — [772, 802, 798, 827]
